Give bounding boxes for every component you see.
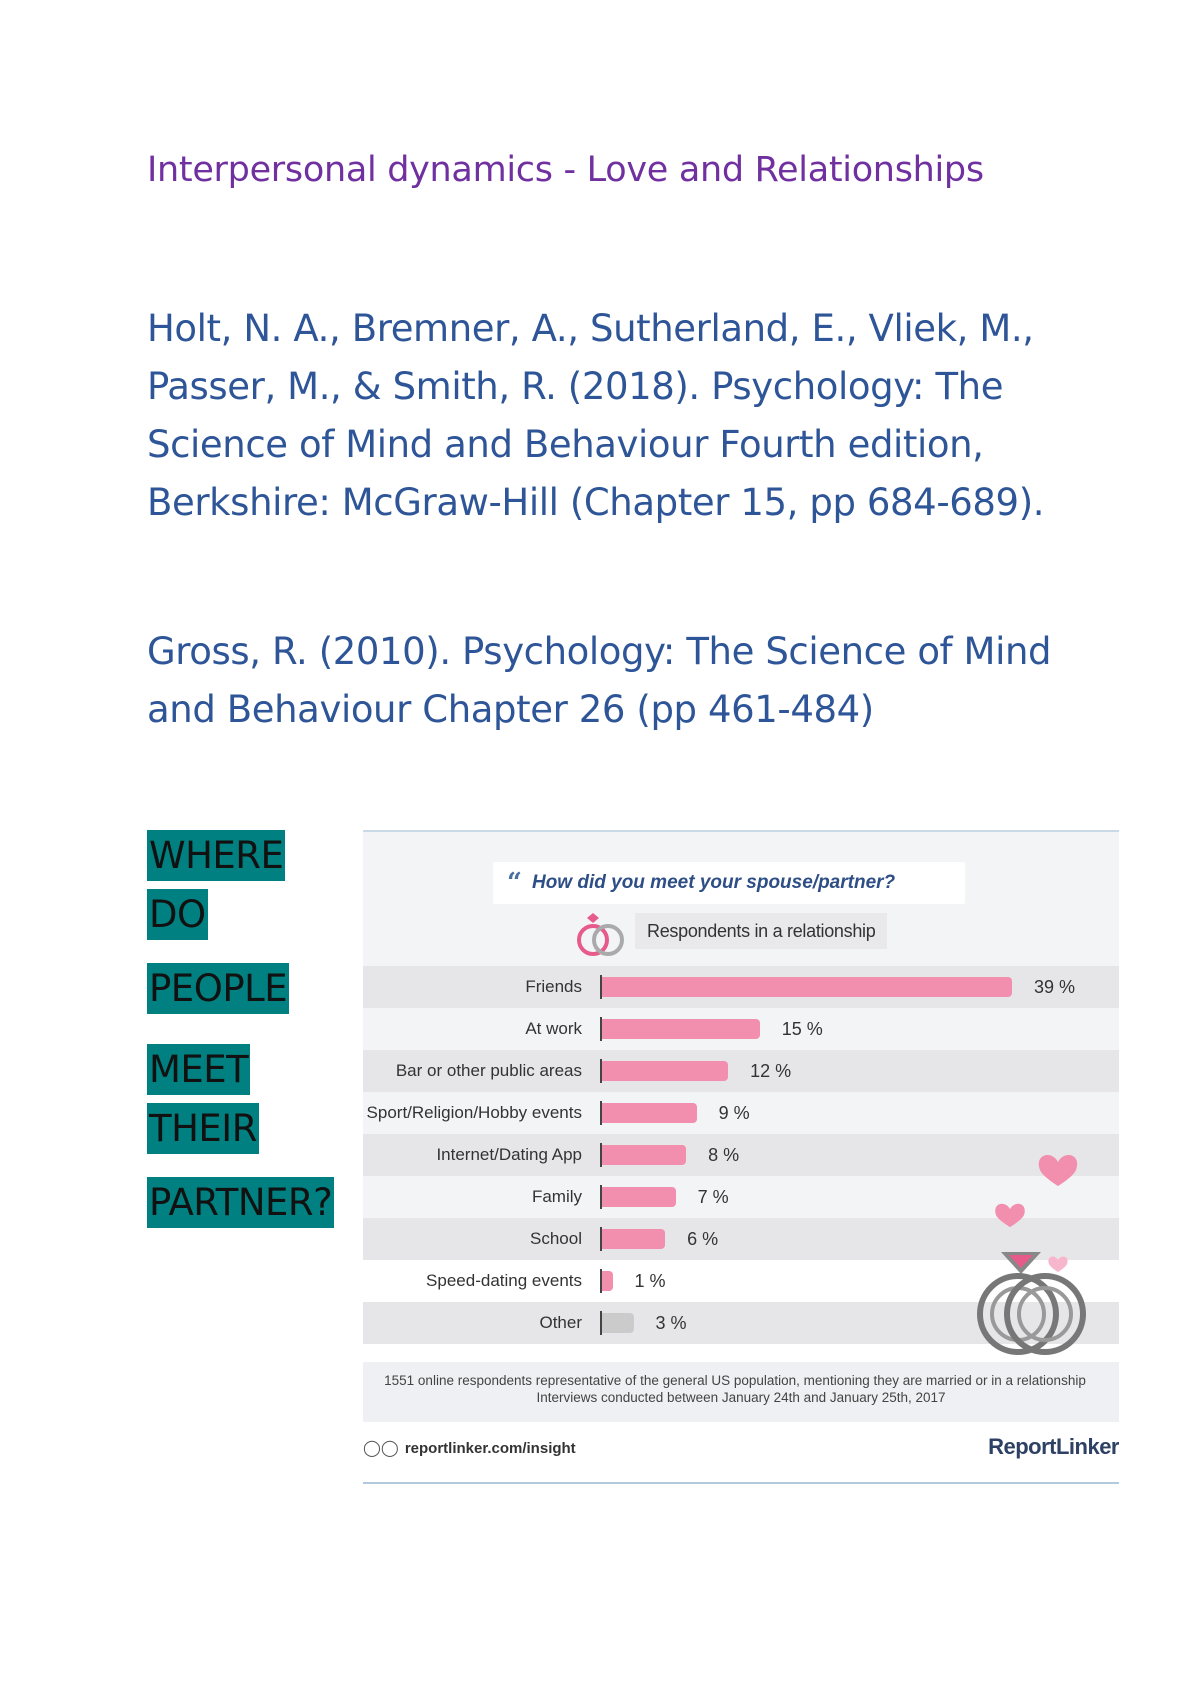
value-label: 39 % [1034, 977, 1076, 997]
chart-row [363, 1050, 1119, 1092]
question-word-do: DO [147, 889, 208, 940]
question-word-their: THEIR [147, 1103, 259, 1154]
chart-row [363, 1008, 1119, 1050]
value-label: 1 % [634, 1271, 666, 1291]
category-label: Speed-dating events [426, 1271, 582, 1290]
footnote: 1551 online respondents representative of the general US population, mentioning they are married or in a relationship Interviews conducted between January 24th and January 25th, 2017 [384, 1373, 1086, 1405]
page-title: Interpersonal dynamics - Love and Relationships [147, 150, 984, 190]
survey-infographic [363, 830, 1119, 1484]
category-label: Sport/Religion/Hobby events [366, 1103, 582, 1122]
chart-row [363, 966, 1119, 1008]
bar [602, 1061, 728, 1081]
value-label: 8 % [708, 1145, 740, 1165]
question-word-meet: MEET [147, 1044, 250, 1095]
value-label: 6 % [687, 1229, 719, 1249]
value-label: 12 % [750, 1061, 792, 1081]
bar [602, 977, 1012, 997]
bar [602, 1103, 697, 1123]
bar [602, 1313, 634, 1333]
value-label: 15 % [781, 1019, 823, 1039]
bar [602, 1019, 760, 1039]
rings-icon [570, 912, 630, 960]
question-word-partner: PARTNER? [147, 1177, 334, 1228]
question-box [493, 862, 965, 904]
reference-holt: Holt, N. A., Bremner, A., Sutherland, E., Vliek, M., Passer, M., & Smith, R. (2018). Psychology: The Science of Mind and Behaviour Fourth edition, Berkshire: McGraw-Hill (Chapter 15, pp 684-689). [147, 307, 1045, 524]
reportlinker-logo: ReportLinker [988, 1434, 1119, 1459]
category-label: Other [539, 1313, 582, 1332]
value-label: 9 % [718, 1103, 750, 1123]
source-url: reportlinker.com/insight [404, 1439, 576, 1457]
chart-row [363, 1092, 1119, 1134]
bar [602, 1229, 665, 1249]
bar [602, 1187, 676, 1207]
category-label: Friends [525, 977, 582, 996]
quote-icon: “ [507, 868, 522, 898]
source-credit [363, 1438, 576, 1458]
hearts-and-rings-icon [963, 1132, 1103, 1362]
category-label: Bar or other public areas [395, 1061, 582, 1080]
value-label: 3 % [655, 1313, 687, 1333]
category-label: Family [531, 1187, 582, 1206]
reference-gross: Gross, R. (2010). Psychology: The Science of Mind and Behaviour Chapter 26 (pp 461-484) [147, 630, 1052, 731]
respondents-label: Respondents in a relationship [635, 913, 887, 949]
category-label: At work [525, 1019, 582, 1038]
category-label: Internet/Dating App [436, 1145, 582, 1164]
bar [602, 1271, 613, 1291]
value-label: 7 % [697, 1187, 729, 1207]
infographic-question: How did you meet your spouse/partner? [531, 872, 896, 893]
question-word-where: WHERE [147, 830, 285, 881]
bar [602, 1145, 686, 1165]
category-label: School [530, 1229, 582, 1248]
question-word-people: PEOPLE [147, 963, 289, 1014]
creative-commons-icon: ◯◯ [363, 1440, 399, 1457]
